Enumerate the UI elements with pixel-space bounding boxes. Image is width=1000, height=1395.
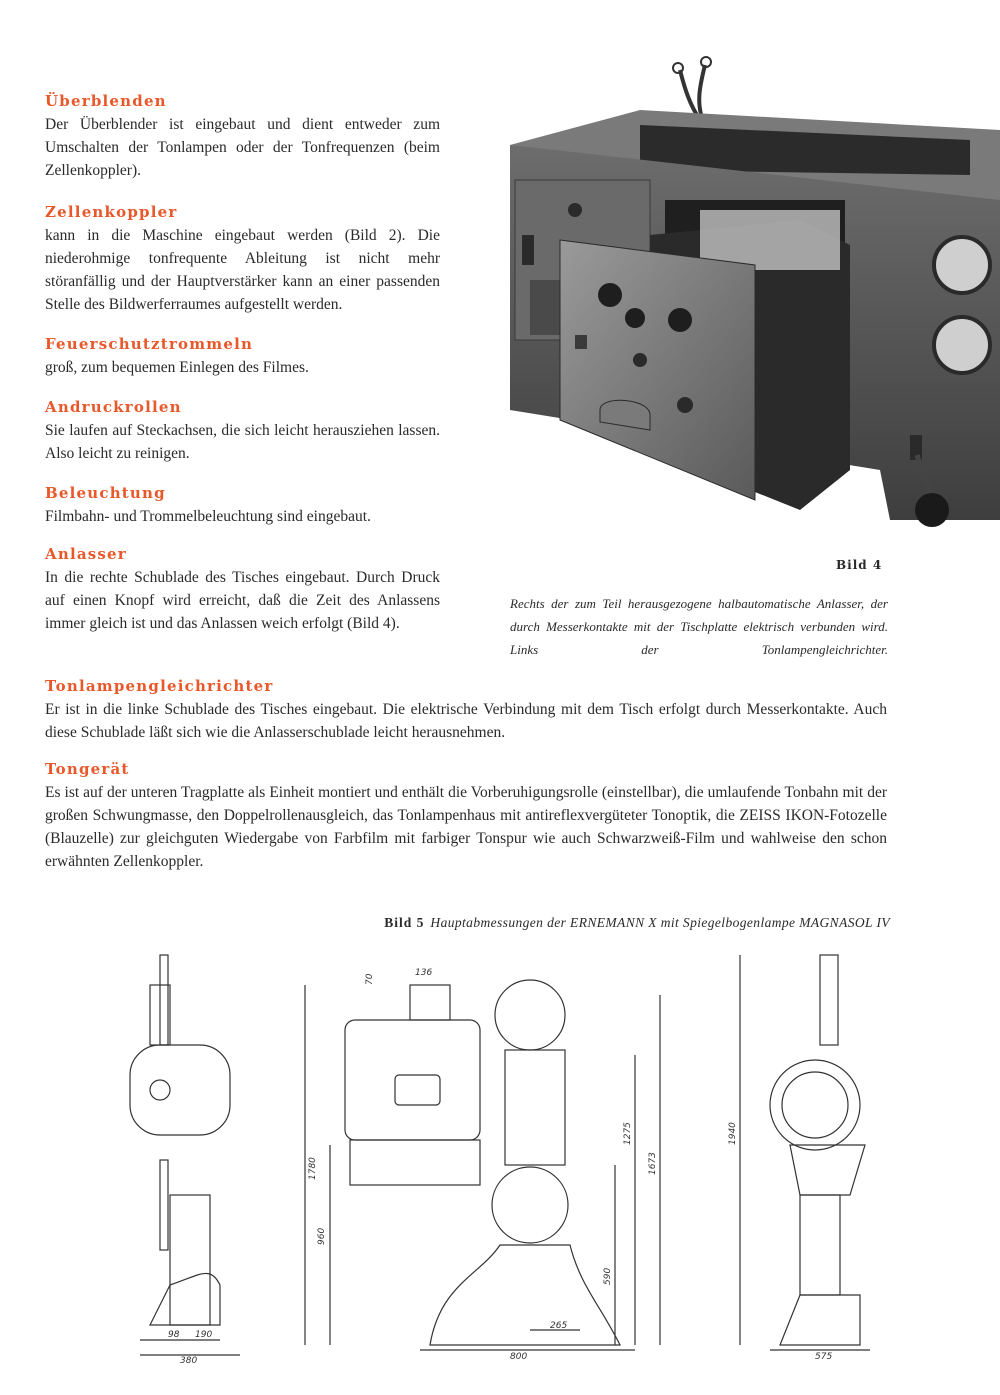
section-heading: Überblenden: [45, 92, 167, 110]
section-ueberblenden: [45, 92, 440, 182]
dim-label: 190: [195, 1330, 213, 1340]
section-heading: Zellenkoppler: [45, 203, 178, 221]
dim-label: 1673: [648, 1152, 658, 1175]
figure5-caption-line: [190, 915, 890, 931]
dim-label: 98: [168, 1330, 180, 1340]
dimension-labels: [168, 968, 832, 1366]
section-text: Er ist in die linke Schublade des Tisches eingebaut. Die elektrische Verbindung mit dem Tisch erfolgt durch Messerkontakte. Auch diese Schublade läßt sich wie die Anlasserschublade leicht herausnehmen.: [45, 701, 887, 741]
dim-label: 575: [815, 1352, 833, 1362]
section-text: Der Überblender ist eingebaut und dient entweder zum Umschalten der Tonlampen oder der Tonfrequenzen (beim Zellenkoppler).: [45, 116, 440, 179]
section-heading: Andruckrollen: [45, 398, 182, 416]
side-view-left: [130, 955, 240, 1355]
section-heading: Feuerschutztrommeln: [45, 335, 254, 353]
side-view-right: [740, 955, 870, 1350]
dimension-drawings: [110, 945, 900, 1375]
section-beleuchtung: [45, 484, 440, 528]
section-heading: Tonlampengleichrichter: [45, 677, 274, 695]
dim-label: 265: [550, 1321, 568, 1331]
section-text: Filmbahn- und Trommelbeleuchtung sind eingebaut.: [45, 508, 371, 525]
section-anlasser: [45, 545, 440, 635]
section-text: groß, zum bequemen Einlegen des Filmes.: [45, 359, 309, 376]
section-text: In die rechte Schublade des Tisches eingebaut. Durch Druck auf einen Knopf wird erreicht, daß die Zeit des Anlassens immer gleich ist und das Anlassen weich erfolgt (Bild 4).: [45, 569, 440, 632]
figure4-label: Bild 4: [836, 558, 883, 572]
front-view-middle: [305, 980, 660, 1350]
section-zellenkoppler: [45, 203, 440, 316]
section-heading: Anlasser: [45, 545, 127, 563]
section-heading: Tongerät: [45, 760, 130, 778]
section-andruckrollen: [45, 398, 440, 465]
figure4-caption: Rechts der zum Teil herausgezogene halbautomatische Anlasser, der durch Messerkontakte mit der Tischplatte elektrisch verbunden wird. Links der Tonlampengleichrichter.: [510, 596, 888, 657]
section-text: Es ist auf der unteren Tragplatte als Einheit montiert und enthält die Vorberuhigungsrolle (einstellbar), die umlaufende Tonbahn mit der großen Schwungmasse, den Doppelrollenausgleich, das Tonlampenhaus mit antireflexvergüteter Tonoptik, die ZEISS IKON-Fotozelle (Blauzelle) zur gleichguten Wiedergabe von Farbfilm mit farbiger Tonspur wie auch Schwarzweiß-Film und wahlweise den schon erwähnten Zellenkoppler.: [45, 784, 887, 870]
section-text: Sie laufen auf Steckachsen, die sich leicht herausziehen lassen. Also leicht zu reinigen.: [45, 422, 440, 462]
figure5-label: Bild 5: [384, 915, 425, 930]
section-tongeraet: [45, 760, 887, 873]
dim-label: 380: [180, 1356, 198, 1366]
dim-label: 590: [603, 1267, 613, 1285]
figure5-caption: Hauptabmessungen der ERNEMANN X mit Spiegelbogenlampe MAGNASOL IV: [430, 915, 890, 930]
section-feuerschutztrommeln: [45, 335, 440, 379]
projector-table-photo: [500, 50, 1000, 545]
section-text: kann in die Maschine eingebaut werden (Bild 2). Die niederohmige tonfrequente Ableitung ist nicht mehr störanfällig und der Hauptverstärker kann an einer passenden Stelle des Bildwerferraumes aufgestellt werden.: [45, 227, 440, 313]
section-tonlampengleichrichter: [45, 677, 887, 744]
section-heading: Beleuchtung: [45, 484, 166, 502]
dim-label: 960: [317, 1227, 327, 1245]
dim-label: 1780: [308, 1157, 318, 1180]
dim-label: 800: [510, 1352, 528, 1362]
dim-label: 1275: [623, 1122, 633, 1145]
dim-label: 70: [365, 973, 375, 985]
dim-label: 136: [415, 968, 433, 978]
dim-label: 1940: [728, 1122, 738, 1145]
